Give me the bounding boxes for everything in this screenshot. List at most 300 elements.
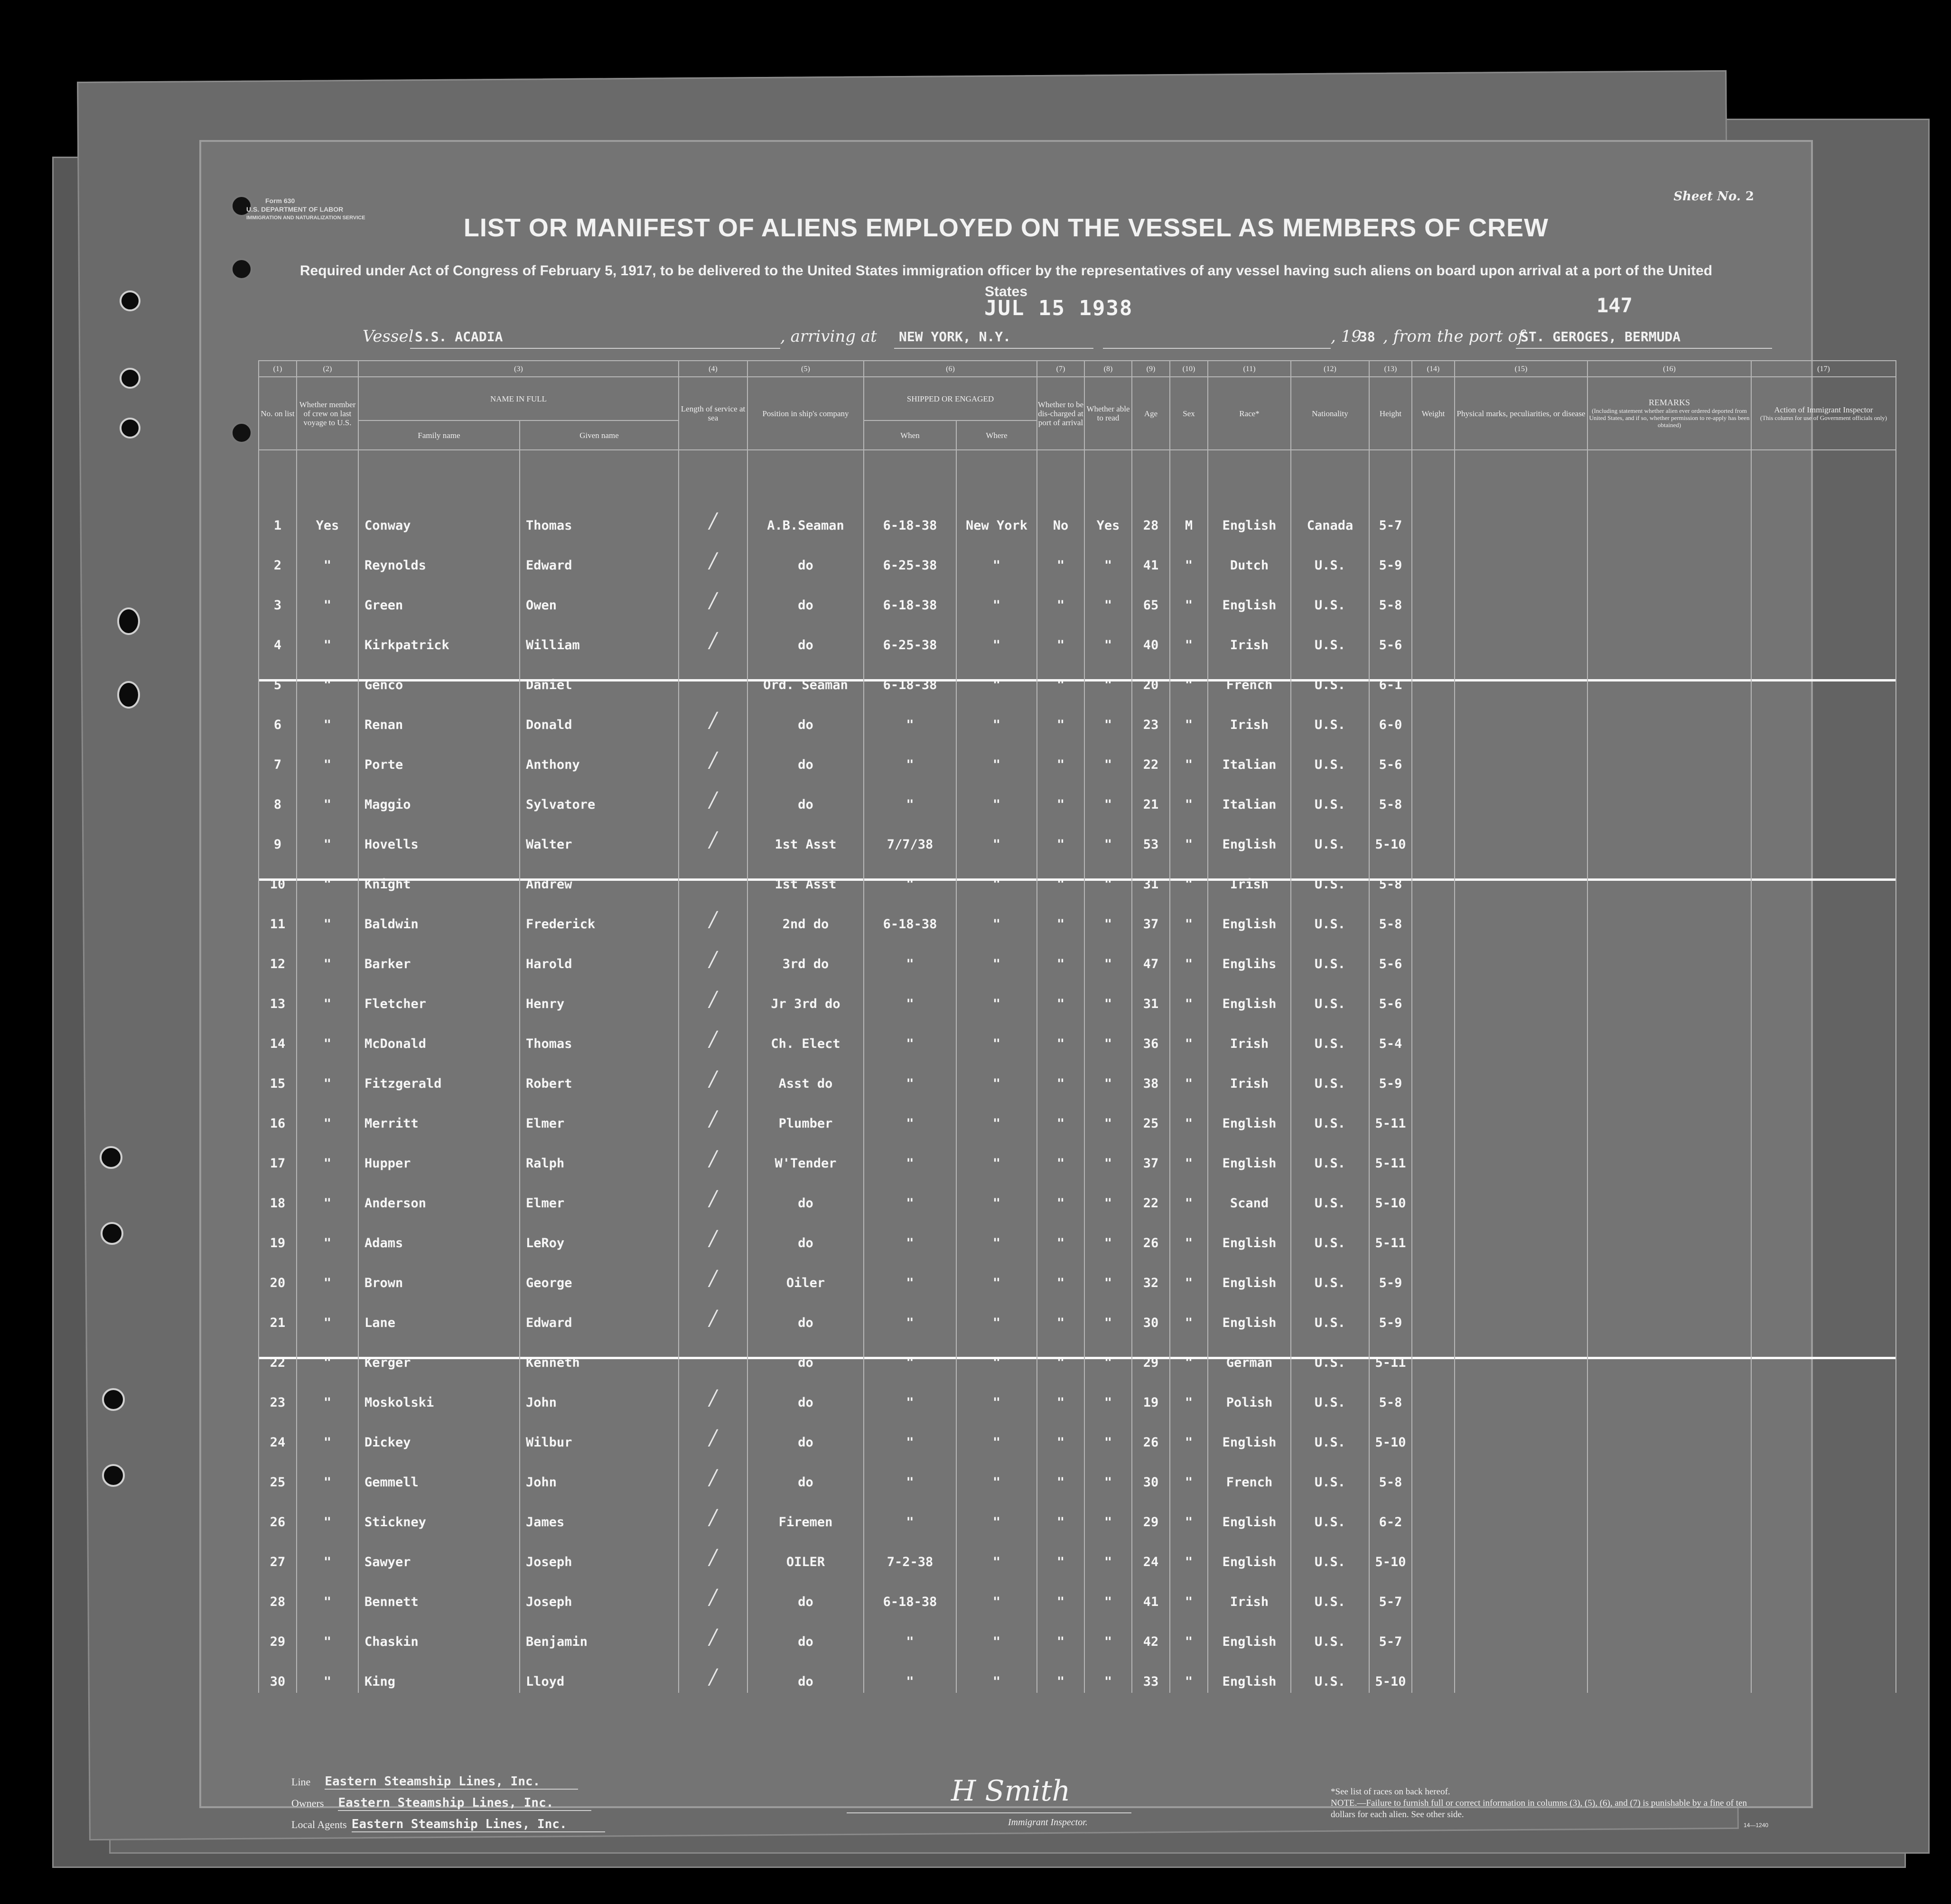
cell-where: " bbox=[956, 1334, 1037, 1374]
cell-physical-marks bbox=[1455, 816, 1587, 856]
cell-length-of-service: / bbox=[679, 696, 747, 736]
cell-race: English bbox=[1208, 577, 1291, 616]
cell-action bbox=[1751, 935, 1896, 975]
binder-hole bbox=[231, 258, 252, 280]
cell-position: Oiler bbox=[747, 1254, 864, 1294]
header-where: Where bbox=[956, 420, 1037, 450]
cell-remarks bbox=[1587, 1374, 1751, 1414]
cell-length-of-service: / bbox=[679, 896, 747, 935]
cell-no: 7 bbox=[259, 736, 297, 776]
cell-where: " bbox=[956, 856, 1037, 896]
agents-value: Eastern Steamship Lines, Inc. bbox=[352, 1817, 605, 1832]
cell-position: 2nd do bbox=[747, 896, 864, 935]
cell-sex: " bbox=[1170, 736, 1208, 776]
cell-age: 29 bbox=[1132, 1493, 1170, 1533]
cell-age: 65 bbox=[1132, 577, 1170, 616]
cell-no: 2 bbox=[259, 537, 297, 577]
cell-family-name: Kerger bbox=[358, 1334, 520, 1374]
cell-action bbox=[1751, 896, 1896, 935]
cell-weight bbox=[1412, 975, 1455, 1015]
cell-position: do bbox=[747, 1374, 864, 1414]
cell-physical-marks bbox=[1455, 1454, 1587, 1493]
cell-given-name: Wilbur bbox=[520, 1414, 679, 1454]
cell-nationality: U.S. bbox=[1291, 1414, 1369, 1454]
line-label: Line bbox=[291, 1776, 311, 1788]
cell-where: " bbox=[956, 935, 1037, 975]
cell-nationality: U.S. bbox=[1291, 1653, 1369, 1693]
cell-nationality: U.S. bbox=[1291, 896, 1369, 935]
cell-no: 15 bbox=[259, 1055, 297, 1095]
cell-remarks bbox=[1587, 616, 1751, 656]
cell-where: " bbox=[956, 1414, 1037, 1454]
cell-given-name: Andrew bbox=[520, 856, 679, 896]
cell-length-of-service: / bbox=[679, 577, 747, 616]
cell-discharged: " bbox=[1037, 537, 1084, 577]
cell-action bbox=[1751, 1414, 1896, 1454]
cell-action bbox=[1751, 975, 1896, 1015]
cell-physical-marks bbox=[1455, 497, 1587, 537]
cell-race: French bbox=[1208, 656, 1291, 696]
cell-when: 6-18-38 bbox=[864, 896, 956, 935]
cell-physical-marks bbox=[1455, 1493, 1587, 1533]
cell-remarks bbox=[1587, 1454, 1751, 1493]
table-row bbox=[259, 1135, 1896, 1175]
cell-length-of-service bbox=[679, 656, 747, 696]
cell-physical-marks bbox=[1455, 1254, 1587, 1294]
header-race: Race* bbox=[1208, 377, 1291, 450]
cell-given-name: Walter bbox=[520, 816, 679, 856]
cell-length-of-service: / bbox=[679, 1454, 747, 1493]
cell-family-name: Stickney bbox=[358, 1493, 520, 1533]
cell-able-to-read: " bbox=[1084, 1294, 1132, 1334]
cell-remarks bbox=[1587, 537, 1751, 577]
cell-when: " bbox=[864, 975, 956, 1015]
cell-weight bbox=[1412, 1493, 1455, 1533]
cell-where: " bbox=[956, 1175, 1037, 1214]
cell-length-of-service: / bbox=[679, 1493, 747, 1533]
cell-remarks bbox=[1587, 497, 1751, 537]
cell-weight bbox=[1412, 497, 1455, 537]
cell-able-to-read: " bbox=[1084, 1493, 1132, 1533]
cell-no: 28 bbox=[259, 1573, 297, 1613]
cell-able-to-read: " bbox=[1084, 1135, 1132, 1175]
cell-length-of-service: / bbox=[679, 1573, 747, 1613]
punch-hole bbox=[100, 1146, 122, 1169]
cell-family-name: McDonald bbox=[358, 1015, 520, 1055]
column-number: (17) bbox=[1751, 361, 1896, 377]
cell-weight bbox=[1412, 816, 1455, 856]
cell-when: " bbox=[864, 1653, 956, 1693]
cell-given-name: Joseph bbox=[520, 1533, 679, 1573]
cell-action bbox=[1751, 816, 1896, 856]
cell-discharged: " bbox=[1037, 1135, 1084, 1175]
cell-race: English bbox=[1208, 1493, 1291, 1533]
cell-able-to-read: " bbox=[1084, 696, 1132, 736]
cell-age: 21 bbox=[1132, 776, 1170, 816]
cell-remarks bbox=[1587, 1095, 1751, 1135]
cell-able-to-read: " bbox=[1084, 1055, 1132, 1095]
cell-where: " bbox=[956, 1294, 1037, 1334]
cell-height: 5-8 bbox=[1369, 856, 1412, 896]
column-number: (16) bbox=[1587, 361, 1751, 377]
cell-action bbox=[1751, 1533, 1896, 1573]
cell-able-to-read: " bbox=[1084, 975, 1132, 1015]
cell-where: " bbox=[956, 1454, 1037, 1493]
cell-able-to-read: " bbox=[1084, 816, 1132, 856]
cell-able-to-read: " bbox=[1084, 1454, 1132, 1493]
cell-sex: " bbox=[1170, 1135, 1208, 1175]
header-action bbox=[1751, 377, 1896, 450]
cell-remarks bbox=[1587, 776, 1751, 816]
cell-discharged: " bbox=[1037, 1533, 1084, 1573]
cell-race: English bbox=[1208, 975, 1291, 1015]
punch-hole bbox=[120, 368, 140, 389]
races-note: *See list of races on back hereof. bbox=[1331, 1787, 1450, 1797]
stamp-number: 147 bbox=[1596, 294, 1633, 317]
cell-no: 25 bbox=[259, 1454, 297, 1493]
cell-sex: " bbox=[1170, 1334, 1208, 1374]
cell-physical-marks bbox=[1455, 1135, 1587, 1175]
cell-weight bbox=[1412, 1214, 1455, 1254]
cell-discharged: " bbox=[1037, 816, 1084, 856]
cell-race: Irish bbox=[1208, 1573, 1291, 1613]
cell-race: French bbox=[1208, 1454, 1291, 1493]
cell-weight bbox=[1412, 935, 1455, 975]
table-row bbox=[259, 1175, 1896, 1214]
cell-no: 17 bbox=[259, 1135, 297, 1175]
header-sex: Sex bbox=[1170, 377, 1208, 450]
cell-when: " bbox=[864, 1055, 956, 1095]
cell-height: 5-8 bbox=[1369, 896, 1412, 935]
cell-remarks bbox=[1587, 1653, 1751, 1693]
page-title: LIST OR MANIFEST OF ALIENS EMPLOYED ON THE VESSEL AS MEMBERS OF CREW bbox=[463, 214, 1549, 242]
cell-crew-member: " bbox=[297, 1135, 358, 1175]
cell-race: Scand bbox=[1208, 1175, 1291, 1214]
cell-crew-member: Yes bbox=[297, 497, 358, 537]
cell-length-of-service: / bbox=[679, 497, 747, 537]
year-value: 38 bbox=[1359, 329, 1375, 345]
cell-sex: M bbox=[1170, 497, 1208, 537]
cell-crew-member: " bbox=[297, 696, 358, 736]
cell-age: 22 bbox=[1132, 1175, 1170, 1214]
column-number: (11) bbox=[1208, 361, 1291, 377]
cell-crew-member: " bbox=[297, 1055, 358, 1095]
cell-nationality: U.S. bbox=[1291, 656, 1369, 696]
punch-hole bbox=[102, 1388, 125, 1411]
cell-weight bbox=[1412, 1414, 1455, 1454]
column-number-row bbox=[259, 361, 1896, 377]
cell-no: 21 bbox=[259, 1294, 297, 1334]
department-label: U.S. DEPARTMENT OF LABOR bbox=[246, 205, 344, 213]
cell-given-name: Thomas bbox=[520, 1015, 679, 1055]
cell-crew-member: " bbox=[297, 935, 358, 975]
cell-race: Italian bbox=[1208, 736, 1291, 776]
cell-discharged: " bbox=[1037, 975, 1084, 1015]
column-number: (10) bbox=[1170, 361, 1208, 377]
header-shipped-or-engaged: SHIPPED OR ENGAGED bbox=[864, 377, 1037, 420]
cell-position: do bbox=[747, 1454, 864, 1493]
cell-crew-member: " bbox=[297, 616, 358, 656]
cell-sex: " bbox=[1170, 1095, 1208, 1135]
cell-length-of-service: / bbox=[679, 736, 747, 776]
cell-sex: " bbox=[1170, 1653, 1208, 1693]
cell-physical-marks bbox=[1455, 616, 1587, 656]
cell-weight bbox=[1412, 1055, 1455, 1095]
cell-nationality: U.S. bbox=[1291, 1015, 1369, 1055]
cell-sex: " bbox=[1170, 1294, 1208, 1334]
inspector-signature: H Smith bbox=[951, 1774, 1071, 1808]
cell-family-name: Fitzgerald bbox=[358, 1055, 520, 1095]
cell-when: " bbox=[864, 935, 956, 975]
cell-able-to-read: " bbox=[1084, 1613, 1132, 1653]
cell-crew-member: " bbox=[297, 1653, 358, 1693]
table-row bbox=[259, 1573, 1896, 1613]
cell-height: 5-9 bbox=[1369, 537, 1412, 577]
cell-able-to-read: " bbox=[1084, 577, 1132, 616]
cell-nationality: U.S. bbox=[1291, 1214, 1369, 1254]
cell-when: " bbox=[864, 856, 956, 896]
cell-where: " bbox=[956, 1374, 1037, 1414]
cell-sex: " bbox=[1170, 696, 1208, 736]
cell-remarks bbox=[1587, 736, 1751, 776]
from-port: ST. GEROGES, BERMUDA bbox=[1521, 329, 1681, 345]
header-family-name: Family name bbox=[358, 420, 520, 450]
signature-line bbox=[847, 1812, 1131, 1813]
table-row bbox=[259, 776, 1896, 816]
cell-no: 5 bbox=[259, 656, 297, 696]
cell-remarks bbox=[1587, 577, 1751, 616]
cell-crew-member: " bbox=[297, 1414, 358, 1454]
cell-action bbox=[1751, 1573, 1896, 1613]
cell-family-name: Baldwin bbox=[358, 896, 520, 935]
cell-where: " bbox=[956, 1055, 1037, 1095]
footer-agents bbox=[291, 1817, 605, 1831]
cell-no: 23 bbox=[259, 1374, 297, 1414]
header-given-name: Given name bbox=[520, 420, 679, 450]
cell-sex: " bbox=[1170, 1214, 1208, 1254]
cell-given-name: William bbox=[520, 616, 679, 656]
cell-sex: " bbox=[1170, 537, 1208, 577]
cell-family-name: Hovells bbox=[358, 816, 520, 856]
cell-able-to-read: " bbox=[1084, 896, 1132, 935]
cell-where: " bbox=[956, 1015, 1037, 1055]
cell-family-name: Genco bbox=[358, 656, 520, 696]
column-number: (8) bbox=[1084, 361, 1132, 377]
cell-nationality: U.S. bbox=[1291, 1254, 1369, 1294]
cell-height: 5-11 bbox=[1369, 1214, 1412, 1254]
cell-race: Italian bbox=[1208, 776, 1291, 816]
cell-given-name: Henry bbox=[520, 975, 679, 1015]
cell-nationality: U.S. bbox=[1291, 816, 1369, 856]
cell-length-of-service: / bbox=[679, 1374, 747, 1414]
cell-discharged: " bbox=[1037, 1214, 1084, 1254]
punch-hole bbox=[117, 607, 140, 635]
cell-action bbox=[1751, 776, 1896, 816]
header-position: Position in ship's company bbox=[747, 377, 864, 450]
cell-when: " bbox=[864, 1334, 956, 1374]
table-row bbox=[259, 1055, 1896, 1095]
cell-physical-marks bbox=[1455, 776, 1587, 816]
cell-given-name: Frederick bbox=[520, 896, 679, 935]
cell-when: 6-25-38 bbox=[864, 537, 956, 577]
header-row bbox=[259, 377, 1896, 420]
cell-family-name: Merritt bbox=[358, 1095, 520, 1135]
cell-nationality: Canada bbox=[1291, 497, 1369, 537]
cell-able-to-read: " bbox=[1084, 1334, 1132, 1374]
cell-given-name: LeRoy bbox=[520, 1214, 679, 1254]
cell-height: 5-6 bbox=[1369, 975, 1412, 1015]
table-row bbox=[259, 1095, 1896, 1135]
cell-able-to-read: " bbox=[1084, 736, 1132, 776]
header-no-on-list: No. on list bbox=[259, 377, 297, 450]
cell-race: English bbox=[1208, 1653, 1291, 1693]
cell-height: 5-10 bbox=[1369, 1653, 1412, 1693]
cell-able-to-read: " bbox=[1084, 1573, 1132, 1613]
cell-height: 6-0 bbox=[1369, 696, 1412, 736]
cell-when: 6-25-38 bbox=[864, 616, 956, 656]
cell-no: 26 bbox=[259, 1493, 297, 1533]
action-note: (This column for use of Government officials only) bbox=[1760, 414, 1887, 421]
cell-height: 5-8 bbox=[1369, 1374, 1412, 1414]
cell-race: Polish bbox=[1208, 1374, 1291, 1414]
cell-age: 23 bbox=[1132, 696, 1170, 736]
cell-length-of-service: / bbox=[679, 1214, 747, 1254]
cell-family-name: Conway bbox=[358, 497, 520, 537]
cell-physical-marks bbox=[1455, 1214, 1587, 1254]
footer-line bbox=[291, 1774, 578, 1789]
cell-remarks bbox=[1587, 1055, 1751, 1095]
cell-length-of-service: / bbox=[679, 776, 747, 816]
cell-weight bbox=[1412, 1374, 1455, 1414]
table-row bbox=[259, 856, 1896, 896]
cell-given-name: Owen bbox=[520, 577, 679, 616]
cell-position: do bbox=[747, 1334, 864, 1374]
cell-nationality: U.S. bbox=[1291, 975, 1369, 1015]
header-age: Age bbox=[1132, 377, 1170, 450]
cell-position: Firemen bbox=[747, 1493, 864, 1533]
vessel-line bbox=[363, 327, 1777, 355]
cell-given-name: Joseph bbox=[520, 1573, 679, 1613]
cell-weight bbox=[1412, 1334, 1455, 1374]
binder-hole bbox=[231, 422, 252, 444]
cell-age: 41 bbox=[1132, 1573, 1170, 1613]
cell-family-name: Anderson bbox=[358, 1175, 520, 1214]
cell-when: " bbox=[864, 1613, 956, 1653]
cell-nationality: U.S. bbox=[1291, 1613, 1369, 1653]
arriving-label: , arriving at bbox=[780, 327, 877, 346]
cell-sex: " bbox=[1170, 1613, 1208, 1653]
cell-height: 5-7 bbox=[1369, 497, 1412, 537]
cell-weight bbox=[1412, 1135, 1455, 1175]
cell-physical-marks bbox=[1455, 1374, 1587, 1414]
cell-no: 24 bbox=[259, 1414, 297, 1454]
cell-length-of-service bbox=[679, 856, 747, 896]
cell-crew-member: " bbox=[297, 1374, 358, 1414]
cell-crew-member: " bbox=[297, 1095, 358, 1135]
cell-when: " bbox=[864, 1095, 956, 1135]
table-row bbox=[259, 656, 1896, 696]
cell-nationality: U.S. bbox=[1291, 696, 1369, 736]
cell-able-to-read: Yes bbox=[1084, 497, 1132, 537]
sheet-number-label: Sheet No. bbox=[1673, 189, 1741, 204]
cell-nationality: U.S. bbox=[1291, 1493, 1369, 1533]
cell-sex: " bbox=[1170, 656, 1208, 696]
cell-age: 20 bbox=[1132, 656, 1170, 696]
cell-position: do bbox=[747, 1294, 864, 1334]
cell-no: 12 bbox=[259, 935, 297, 975]
cell-when: 6-18-38 bbox=[864, 577, 956, 616]
cell-no: 13 bbox=[259, 975, 297, 1015]
cell-sex: " bbox=[1170, 1414, 1208, 1454]
cell-physical-marks bbox=[1455, 1533, 1587, 1573]
remarks-note: (Including statement whether alien ever ordered deported from United States, and if so, whether permission to re-apply has been obtained) bbox=[1589, 407, 1750, 429]
cell-family-name: Maggio bbox=[358, 776, 520, 816]
cell-no: 1 bbox=[259, 497, 297, 537]
cell-nationality: U.S. bbox=[1291, 1334, 1369, 1374]
header-weight: Weight bbox=[1412, 377, 1455, 450]
cell-length-of-service: / bbox=[679, 537, 747, 577]
cell-family-name: Green bbox=[358, 577, 520, 616]
cell-family-name: Fletcher bbox=[358, 975, 520, 1015]
cell-age: 37 bbox=[1132, 896, 1170, 935]
cell-position: do bbox=[747, 1573, 864, 1613]
cell-crew-member: " bbox=[297, 1493, 358, 1533]
punch-hole bbox=[117, 681, 140, 709]
column-number: (1) bbox=[259, 361, 297, 377]
cell-sex: " bbox=[1170, 856, 1208, 896]
cell-weight bbox=[1412, 1454, 1455, 1493]
cell-position: Ch. Elect bbox=[747, 1015, 864, 1055]
cell-discharged: " bbox=[1037, 1175, 1084, 1214]
cell-position: do bbox=[747, 1214, 864, 1254]
table-row bbox=[259, 537, 1896, 577]
cell-discharged: " bbox=[1037, 1055, 1084, 1095]
cell-crew-member: " bbox=[297, 1214, 358, 1254]
cell-nationality: U.S. bbox=[1291, 577, 1369, 616]
cell-where: " bbox=[956, 1095, 1037, 1135]
form-code: 14—1240 bbox=[1744, 1822, 1769, 1829]
cell-height: 5-7 bbox=[1369, 1573, 1412, 1613]
cell-no: 29 bbox=[259, 1613, 297, 1653]
cell-physical-marks bbox=[1455, 1414, 1587, 1454]
cell-physical-marks bbox=[1455, 1573, 1587, 1613]
cell-discharged: " bbox=[1037, 1294, 1084, 1334]
cell-crew-member: " bbox=[297, 896, 358, 935]
cell-nationality: U.S. bbox=[1291, 1175, 1369, 1214]
cell-weight bbox=[1412, 1533, 1455, 1573]
service-label: IMMIGRATION AND NATURALIZATION SERVICE bbox=[246, 215, 365, 221]
remarks-title: REMARKS bbox=[1648, 398, 1690, 407]
punch-hole bbox=[120, 290, 140, 311]
cell-weight bbox=[1412, 696, 1455, 736]
cell-length-of-service: / bbox=[679, 1613, 747, 1653]
cell-remarks bbox=[1587, 1254, 1751, 1294]
cell-age: 41 bbox=[1132, 537, 1170, 577]
cell-sex: " bbox=[1170, 1454, 1208, 1493]
cell-given-name: Anthony bbox=[520, 736, 679, 776]
header-height: Height bbox=[1369, 377, 1412, 450]
cell-discharged: " bbox=[1037, 1454, 1084, 1493]
cell-remarks bbox=[1587, 1175, 1751, 1214]
cell-when: 6-18-38 bbox=[864, 656, 956, 696]
cell-family-name: Kirkpatrick bbox=[358, 616, 520, 656]
crew-manifest-table bbox=[258, 360, 1896, 1693]
cell-length-of-service: / bbox=[679, 1414, 747, 1454]
header-physical-marks: Physical marks, peculiarities, or disease bbox=[1455, 377, 1587, 450]
cell-given-name: Kenneth bbox=[520, 1334, 679, 1374]
cell-able-to-read: " bbox=[1084, 1533, 1132, 1573]
cell-crew-member: " bbox=[297, 816, 358, 856]
